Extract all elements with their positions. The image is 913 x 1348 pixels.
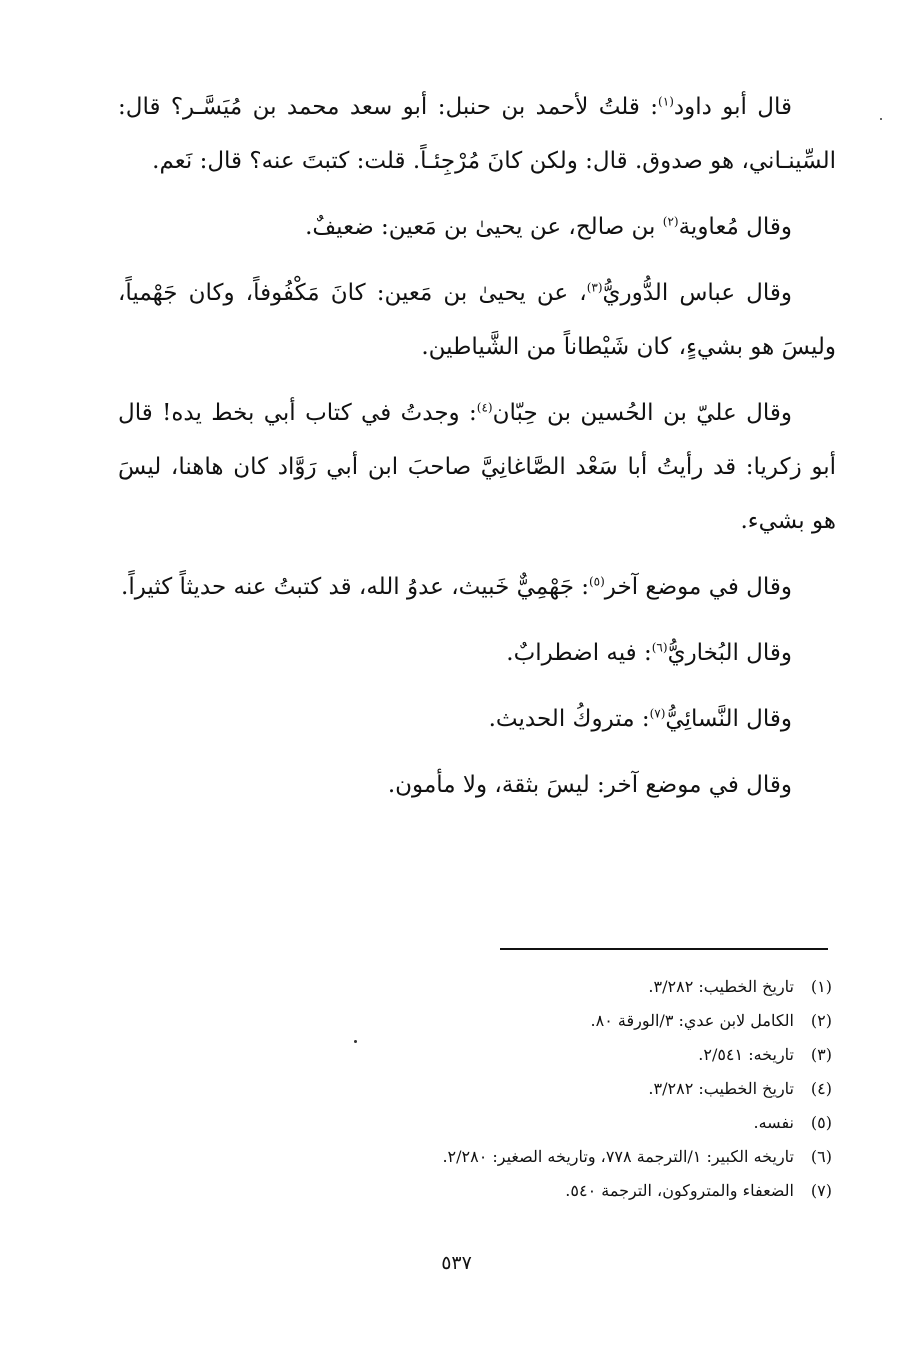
- paragraph-4: [118, 386, 836, 548]
- paragraph-8-text: وقال في موضع آخر: ليسَ بثقة، ولا مأمون.: [387, 772, 792, 798]
- footnote-number: (٢): [810, 1011, 832, 1030]
- footnote-5: [250, 1106, 832, 1140]
- footnote-text: نفسه.: [753, 1113, 794, 1132]
- footnote-ref-5[interactable]: (٥): [588, 574, 605, 589]
- footnote-number: (٤): [810, 1079, 832, 1098]
- paragraph-8: [118, 758, 836, 812]
- footnote-1: [250, 970, 832, 1004]
- paragraph-2: [118, 200, 836, 254]
- footnote-number: (٦): [810, 1147, 832, 1166]
- paragraph-3-text-b: ، عن يحيىٰ بن مَعين: كانَ مَكْفُوفاً، وكان جَهْمياً، وليسَ هو بشيءٍ، كان شَيْطاناً من الشَّياطين.: [118, 280, 836, 360]
- footnote-ref-4[interactable]: (٤): [476, 400, 493, 415]
- footnote-ref-6[interactable]: (٦): [651, 640, 668, 655]
- footnote-6: [250, 1140, 832, 1174]
- paragraph-1-text-a: قال أبو داود: [673, 94, 792, 120]
- paragraph-3-text-a: وقال عباس الدُّوريُّ: [602, 280, 792, 306]
- footnote-3: [250, 1038, 832, 1072]
- paragraph-5: [118, 560, 836, 614]
- footnote-text: تاريخ الخطيب: ٣/٢٨٢.: [648, 1079, 794, 1098]
- paragraph-3: [118, 266, 836, 374]
- page-number: ٥٣٧: [441, 1252, 472, 1274]
- main-text: [118, 80, 836, 824]
- footnotes: [250, 970, 832, 1208]
- footnote-2: [250, 1004, 832, 1038]
- scan-speck: [880, 118, 882, 120]
- paragraph-7-text-b: : متروكُ الحديث.: [488, 706, 650, 732]
- footnote-text: تاريخه الكبير: ١/الترجمة ٧٧٨، وتاريخه الصغير: ٢/٢٨٠.: [442, 1147, 794, 1166]
- footnote-4: [250, 1072, 832, 1106]
- paragraph-5-text-a: وقال في موضع آخر: [604, 574, 792, 600]
- footnote-ref-7[interactable]: (٧): [649, 706, 666, 721]
- paragraph-1-text-b: : قلتُ لأحمد بن حنبل: أبو سعد محمد بن مُيَسَّـر؟ قال: السِّينـاني، هو صدوق. قال: ولكن كانَ مُرْجِئـاً. قلت: كتبتَ عنه؟ قال: نَعم.: [118, 94, 836, 174]
- footnote-number: (٧): [810, 1181, 832, 1200]
- paragraph-2-text-b: بن صالح، عن يحيىٰ بن مَعين: ضعيفٌ.: [305, 214, 663, 240]
- footnote-text: تاريخ الخطيب: ٣/٢٨٢.: [648, 977, 794, 996]
- footnote-number: (١): [810, 977, 832, 996]
- scan-speck: [354, 1040, 357, 1043]
- footnote-7: [250, 1174, 832, 1208]
- paragraph-2-text-a: وقال مُعاوية: [678, 214, 792, 240]
- paragraph-1: [118, 80, 836, 188]
- paragraph-6-text-b: : فيه اضطرابٌ.: [506, 640, 652, 666]
- paragraph-7: [118, 692, 836, 746]
- footnote-text: الكامل لابن عدي: ٣/الورقة ٨٠.: [590, 1011, 794, 1030]
- paragraph-7-text-a: وقال النَّسائِيُّ: [665, 706, 792, 732]
- paragraph-4-text-b: : وجدتُ في كتاب أبي بخط يده! قال أبو زكريا: قد رأيتُ أبا سَعْد الصَّاغانِيَّ صاحبَ ابن أبي رَوَّاد كان هاهنا، ليسَ هو بشيء.: [118, 400, 836, 534]
- footnote-number: (٥): [810, 1113, 832, 1132]
- footnote-text: الضعفاء والمتروكون، الترجمة ٥٤٠.: [565, 1181, 794, 1200]
- footnote-separator: [500, 948, 828, 950]
- footnote-text: تاريخه: ٢/٥٤١.: [698, 1045, 794, 1064]
- footnote-number: (٣): [810, 1045, 832, 1064]
- footnote-ref-2[interactable]: (٢): [662, 214, 679, 229]
- paragraph-5-text-b: : جَهْمِيٌّ خَبيث، عدوُ الله، قد كتبتُ عنه حديثاً كثيراً.: [121, 574, 589, 600]
- footnote-ref-3[interactable]: (٣): [586, 280, 603, 295]
- paragraph-6: [118, 626, 836, 680]
- paragraph-4-text-a: وقال عليّ بن الحُسين بن حِبّان: [492, 400, 792, 426]
- paragraph-6-text-a: وقال البُخاريُّ: [667, 640, 792, 666]
- footnote-ref-1[interactable]: (١): [658, 94, 674, 109]
